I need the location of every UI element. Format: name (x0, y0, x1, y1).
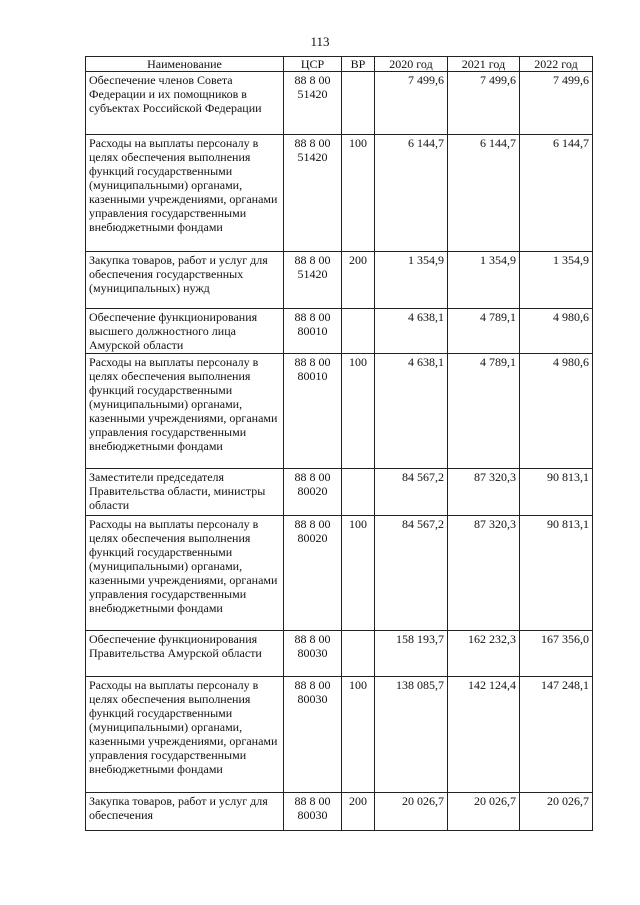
row-csr-prefix: 88 8 00 (294, 794, 331, 808)
row-name: Закупка товаров, работ и услуг для обеспечения (86, 793, 284, 831)
row-2022: 20 026,7 (520, 793, 593, 831)
row-name: Обеспечение членов Совета Федерации и их помощников в субъектах Российской Федерации (86, 72, 284, 135)
row-2020: 4 638,1 (375, 309, 448, 354)
table-row (86, 631, 593, 677)
table-row (86, 516, 593, 631)
row-csr-code: 51420 (297, 87, 328, 101)
table-row (86, 135, 593, 252)
row-name: Расходы на выплаты персоналу в целях обеспечения выполнения функций государственными (муниципальными) органами, казенными учреждениями, органами управления государственными внебюджетными фондами (86, 516, 284, 631)
row-vr: 100 (342, 354, 375, 469)
table-row (86, 793, 593, 831)
row-2020: 138 085,7 (375, 677, 448, 793)
row-csr-code: 51420 (297, 150, 328, 164)
row-2020: 158 193,7 (375, 631, 448, 677)
row-csr (284, 135, 342, 252)
row-2022: 147 248,1 (520, 677, 593, 793)
row-csr-code: 80030 (297, 692, 328, 706)
header-vr: ВР (342, 57, 375, 72)
header-csr: ЦСР (284, 57, 342, 72)
header-name: Наименование (86, 57, 284, 72)
row-csr-prefix: 88 8 00 (294, 678, 331, 692)
row-csr-prefix: 88 8 00 (294, 73, 331, 87)
row-vr (342, 469, 375, 516)
header-2022: 2022 год (520, 57, 593, 72)
row-csr-prefix: 88 8 00 (294, 253, 331, 267)
row-csr (284, 309, 342, 354)
row-2021: 4 789,1 (448, 354, 520, 469)
row-vr (342, 72, 375, 135)
row-2021: 87 320,3 (448, 469, 520, 516)
table-row (86, 469, 593, 516)
row-name: Расходы на выплаты персоналу в целях обеспечения выполнения функций государственными (муниципальными) органами, казенными учреждениями, органами управления государственными внебюджетными фондами (86, 135, 284, 252)
table-row (86, 309, 593, 354)
row-csr-code: 80020 (297, 484, 328, 498)
row-2020: 20 026,7 (375, 793, 448, 831)
row-csr-prefix: 88 8 00 (294, 632, 331, 646)
row-csr-code: 80010 (297, 369, 328, 383)
row-2021: 4 789,1 (448, 309, 520, 354)
row-csr-prefix: 88 8 00 (294, 517, 331, 531)
row-2021: 162 232,3 (448, 631, 520, 677)
table-row (86, 677, 593, 793)
row-2022: 6 144,7 (520, 135, 593, 252)
row-name: Расходы на выплаты персоналу в целях обеспечения выполнения функций государственными (муниципальными) органами, казенными учреждениями, органами управления государственными внебюджетными фондами (86, 354, 284, 469)
row-2020: 7 499,6 (375, 72, 448, 135)
row-2022: 7 499,6 (520, 72, 593, 135)
row-csr-code: 80020 (297, 531, 328, 545)
row-2021: 7 499,6 (448, 72, 520, 135)
row-2022: 4 980,6 (520, 354, 593, 469)
table-row (86, 72, 593, 135)
row-csr-prefix: 88 8 00 (294, 355, 331, 369)
row-2021: 1 354,9 (448, 252, 520, 309)
header-2021: 2021 год (448, 57, 520, 72)
header-2020: 2020 год (375, 57, 448, 72)
row-csr-code: 80030 (297, 646, 328, 660)
table-row (86, 354, 593, 469)
row-name: Заместители председателя Правительства области, министры области (86, 469, 284, 516)
row-csr-prefix: 88 8 00 (294, 470, 331, 484)
row-vr: 200 (342, 793, 375, 831)
row-name: Закупка товаров, работ и услуг для обеспечения государственных (муниципальных) нужд (86, 252, 284, 309)
page-number: 113 (310, 34, 330, 49)
row-name: Обеспечение функционирования Правительства Амурской области (86, 631, 284, 677)
row-csr (284, 516, 342, 631)
row-csr-prefix: 88 8 00 (294, 136, 331, 150)
row-csr-code: 80010 (297, 324, 328, 338)
row-vr: 200 (342, 252, 375, 309)
row-2022: 90 813,1 (520, 469, 593, 516)
row-name: Расходы на выплаты персоналу в целях обеспечения выполнения функций государственными (муниципальными) органами, казенными учреждениями, органами управления государственными внебюджетными фондами (86, 677, 284, 793)
row-2022: 90 813,1 (520, 516, 593, 631)
row-csr-prefix: 88 8 00 (294, 310, 331, 324)
row-2020: 84 567,2 (375, 516, 448, 631)
row-csr (284, 72, 342, 135)
row-csr (284, 252, 342, 309)
row-2020: 4 638,1 (375, 354, 448, 469)
row-name: Обеспечение функционирования высшего должностного лица Амурской области (86, 309, 284, 354)
row-csr (284, 354, 342, 469)
row-csr (284, 677, 342, 793)
row-vr: 100 (342, 516, 375, 631)
row-2020: 84 567,2 (375, 469, 448, 516)
budget-table (85, 56, 593, 831)
row-csr (284, 631, 342, 677)
row-2021: 6 144,7 (448, 135, 520, 252)
row-2022: 4 980,6 (520, 309, 593, 354)
row-vr (342, 309, 375, 354)
row-2020: 6 144,7 (375, 135, 448, 252)
row-2020: 1 354,9 (375, 252, 448, 309)
row-2021: 20 026,7 (448, 793, 520, 831)
row-2022: 1 354,9 (520, 252, 593, 309)
row-csr-code: 51420 (297, 267, 328, 281)
row-2021: 142 124,4 (448, 677, 520, 793)
row-csr (284, 793, 342, 831)
row-2021: 87 320,3 (448, 516, 520, 631)
row-2022: 167 356,0 (520, 631, 593, 677)
row-csr (284, 469, 342, 516)
row-vr: 100 (342, 135, 375, 252)
row-vr: 100 (342, 677, 375, 793)
row-vr (342, 631, 375, 677)
row-csr-code: 80030 (297, 808, 328, 822)
table-header-row (86, 57, 593, 72)
table-row (86, 252, 593, 309)
